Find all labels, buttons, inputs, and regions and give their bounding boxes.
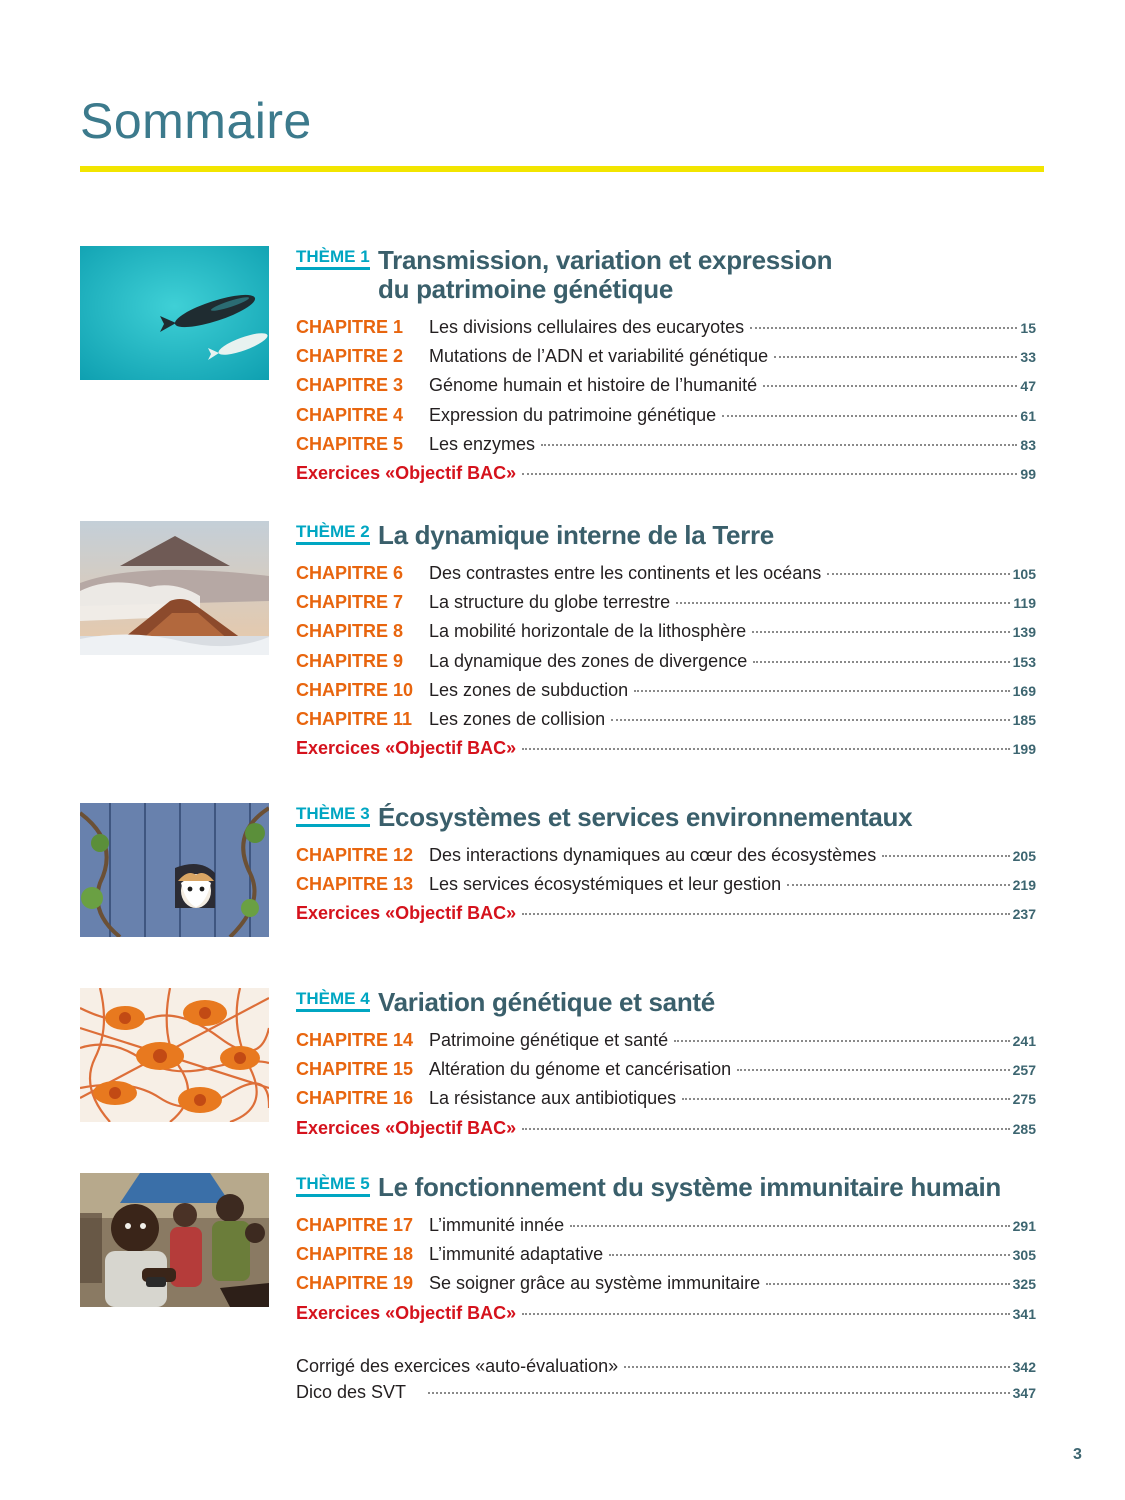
theme-2-label: THÈME 2	[296, 523, 370, 545]
chapter-row-14[interactable]	[296, 1026, 1036, 1055]
chapter-row-18[interactable]	[296, 1240, 1036, 1269]
dot-leader	[882, 855, 1009, 857]
title-rule	[80, 166, 1044, 172]
theme-1-title	[378, 246, 1036, 304]
whales-image	[80, 246, 269, 380]
chapter-label: CHAPITRE 9	[296, 650, 404, 671]
dot-leader	[522, 1313, 1010, 1315]
chapter-label: CHAPITRE 14	[296, 1030, 414, 1050]
page-number: 325	[1012, 1276, 1036, 1293]
chapter-label: CHAPITRE 18	[296, 1244, 414, 1265]
dot-leader	[774, 356, 1017, 358]
page-number: 237	[1012, 906, 1036, 923]
page-number: 199	[1012, 741, 1036, 758]
chapter-title: La structure du globe terrestre	[429, 592, 671, 613]
chapter-label: CHAPITRE 10	[296, 679, 414, 700]
chapter-row-16[interactable]	[296, 1084, 1036, 1113]
page-number: 83	[1020, 436, 1036, 453]
dot-leader	[522, 1128, 1010, 1130]
chapter-label: CHAPITRE 8	[296, 621, 404, 642]
chapter-row-2[interactable]	[296, 342, 1036, 371]
theme-1-label: THÈME 1	[296, 248, 370, 270]
chapter-row-8[interactable]	[296, 617, 1036, 646]
dot-leader	[682, 1098, 1009, 1100]
chapter-title: Les zones de collision	[429, 708, 606, 729]
exercises-row-theme-5[interactable]	[296, 1299, 1036, 1328]
exercises-row-theme-1[interactable]	[296, 459, 1036, 488]
dot-leader	[624, 1366, 1009, 1368]
theme-3-chapter-list	[296, 841, 1036, 929]
dot-leader	[609, 1254, 1010, 1256]
chapter-title: Des interactions dynamiques au cœur des écosystèmes	[429, 845, 877, 865]
chapter-label: CHAPITRE 5	[296, 433, 404, 454]
chapter-row-12[interactable]	[296, 841, 1036, 870]
chapter-row-11[interactable]	[296, 705, 1036, 734]
chapter-title: Des contrastes entre les continents et les océans	[429, 563, 822, 583]
chapter-label: CHAPITRE 1	[296, 317, 404, 337]
theme-1-image-whales	[80, 246, 269, 380]
dot-leader	[753, 661, 1009, 663]
chapter-label: CHAPITRE 16	[296, 1088, 414, 1109]
exercises-label: Exercices «Objectif BAC»	[296, 1302, 517, 1323]
page-number: 205	[1012, 848, 1036, 864]
theme-1-title-line-2: du patrimoine génétique	[378, 274, 674, 304]
chapter-title: Les divisions cellulaires des eucaryotes	[429, 317, 745, 337]
page-number: 61	[1020, 407, 1036, 424]
chapter-label: CHAPITRE 17	[296, 1215, 414, 1235]
chapter-row-17[interactable]	[296, 1211, 1036, 1240]
dot-leader	[634, 690, 1009, 692]
exercises-row-theme-3[interactable]	[296, 899, 1036, 928]
chapter-row-7[interactable]	[296, 588, 1036, 617]
theme-3-title	[378, 803, 1036, 832]
vaccination-image	[80, 1173, 269, 1307]
theme-5-title-line-1: Le fonctionnement du système immunitaire humain	[378, 1172, 1002, 1202]
theme-5-image-vaccination	[80, 1173, 269, 1307]
chapter-label: CHAPITRE 4	[296, 404, 404, 425]
theme-3-label: THÈME 3	[296, 805, 370, 827]
theme-4-chapter-list	[296, 1026, 1036, 1143]
theme-2-chapter-list	[296, 559, 1036, 763]
dot-leader	[737, 1069, 1009, 1071]
chapter-label: CHAPITRE 19	[296, 1273, 414, 1294]
page-number: 119	[1013, 595, 1036, 612]
chapter-title: Les services écosystémiques et leur gestion	[429, 874, 782, 895]
appendix-row-corrections[interactable]	[296, 1353, 1036, 1379]
volcano-image	[80, 521, 269, 655]
dot-leader	[611, 719, 1010, 721]
theme-2-title	[378, 521, 1036, 550]
cells-image	[80, 988, 269, 1122]
theme-3-image-owl	[80, 803, 269, 937]
chapter-title: L’immunité innée	[429, 1215, 565, 1235]
page-number: 341	[1012, 1305, 1036, 1322]
chapter-row-5[interactable]	[296, 430, 1036, 459]
theme-4-body	[296, 988, 1036, 1143]
dot-leader	[522, 913, 1010, 915]
theme-3-body	[296, 803, 1036, 929]
chapter-title: La résistance aux antibiotiques	[429, 1088, 677, 1109]
appendix-list	[296, 1353, 1036, 1405]
chapter-label: CHAPITRE 6	[296, 563, 404, 583]
page-number: 342	[1012, 1359, 1036, 1375]
page-number: 275	[1012, 1091, 1036, 1108]
appendix-row-dico[interactable]	[296, 1379, 1036, 1405]
theme-3-header	[296, 803, 1036, 832]
theme-1-header	[296, 246, 1036, 304]
exercises-label: Exercices «Objectif BAC»	[296, 903, 517, 924]
dot-leader	[522, 473, 1017, 475]
dot-leader	[428, 1392, 1010, 1394]
exercises-row-theme-2[interactable]	[296, 734, 1036, 763]
owl-image	[80, 803, 269, 937]
chapter-title: Mutations de l’ADN et variabilité génétique	[429, 346, 769, 367]
dot-leader	[766, 1283, 1009, 1285]
page-number: 153	[1012, 653, 1036, 670]
page-number: 305	[1012, 1247, 1036, 1264]
page-number: 105	[1012, 566, 1036, 582]
chapter-row-15[interactable]	[296, 1055, 1036, 1084]
chapter-label: CHAPITRE 3	[296, 375, 404, 396]
chapter-row-19[interactable]	[296, 1269, 1036, 1298]
dot-leader	[522, 748, 1010, 750]
chapter-label: CHAPITRE 2	[296, 346, 404, 367]
appendix-title: Corrigé des exercices «auto-évaluation»	[296, 1356, 619, 1376]
chapter-title: Les enzymes	[429, 433, 536, 454]
chapter-title: La mobilité horizontale de la lithosphère	[429, 621, 747, 642]
theme-2-body	[296, 521, 1036, 763]
page-number: 185	[1012, 711, 1036, 728]
chapter-label: CHAPITRE 15	[296, 1059, 414, 1080]
appendix-title: Dico des SVT	[296, 1382, 407, 1402]
theme-4-image-cells	[80, 988, 269, 1122]
chapter-row-10[interactable]	[296, 676, 1036, 705]
chapter-row-13[interactable]	[296, 870, 1036, 899]
dot-leader	[750, 327, 1017, 329]
chapter-row-9[interactable]	[296, 647, 1036, 676]
theme-5-header	[296, 1173, 1036, 1202]
page-number-footer: 3	[1073, 1446, 1082, 1463]
page-number: 169	[1012, 682, 1036, 699]
chapter-title: Altération du génome et cancérisation	[429, 1059, 732, 1080]
chapter-title: Se soigner grâce au système immunitaire	[429, 1273, 761, 1294]
page-title: Sommaire	[80, 93, 312, 149]
dot-leader	[787, 884, 1009, 886]
exercises-label: Exercices «Objectif BAC»	[296, 1117, 517, 1138]
exercises-row-theme-4[interactable]	[296, 1114, 1036, 1143]
chapter-title: La dynamique des zones de divergence	[429, 650, 748, 671]
chapter-row-4[interactable]	[296, 401, 1036, 430]
dot-leader	[827, 573, 1009, 575]
page-number: 291	[1012, 1218, 1036, 1234]
dot-leader	[763, 385, 1017, 387]
chapter-row-1[interactable]	[296, 313, 1036, 342]
theme-2-image-volcano	[80, 521, 269, 655]
page-number: 219	[1012, 877, 1036, 894]
theme-5-title	[378, 1173, 1036, 1202]
chapter-row-6[interactable]	[296, 559, 1036, 588]
theme-1-body	[296, 246, 1036, 488]
theme-4-header	[296, 988, 1036, 1017]
chapter-title: Expression du patrimoine génétique	[429, 404, 717, 425]
dot-leader	[722, 415, 1017, 417]
chapter-title: L’immunité adaptative	[429, 1244, 604, 1265]
exercises-label: Exercices «Objectif BAC»	[296, 462, 517, 483]
theme-2-header	[296, 521, 1036, 550]
dot-leader	[674, 1040, 1009, 1042]
page-number: 99	[1020, 465, 1036, 482]
chapter-label: CHAPITRE 12	[296, 845, 414, 865]
page-number: 15	[1020, 320, 1036, 336]
chapter-title: Patrimoine génétique et santé	[429, 1030, 669, 1050]
dot-leader	[676, 602, 1010, 604]
dot-leader	[752, 631, 1009, 633]
dot-leader	[541, 444, 1017, 446]
theme-5-label: THÈME 5	[296, 1175, 370, 1197]
exercises-label: Exercices «Objectif BAC»	[296, 738, 517, 759]
page-number: 285	[1012, 1120, 1036, 1137]
page-number: 241	[1012, 1033, 1036, 1049]
theme-4-title	[378, 988, 1036, 1017]
dot-leader	[570, 1225, 1010, 1227]
chapter-row-3[interactable]	[296, 371, 1036, 400]
page-number: 33	[1020, 349, 1036, 366]
theme-4-label: THÈME 4	[296, 990, 370, 1012]
chapter-label: CHAPITRE 13	[296, 874, 414, 895]
page-number: 139	[1012, 624, 1036, 641]
chapter-title: Les zones de subduction	[429, 679, 629, 700]
theme-5-body	[296, 1173, 1036, 1328]
page-number: 347	[1012, 1385, 1036, 1401]
theme-1-title-line-1: Transmission, variation et expression	[378, 245, 833, 275]
theme-1-chapter-list	[296, 313, 1036, 488]
chapter-title: Génome humain et histoire de l’humanité	[429, 375, 758, 396]
chapter-label: CHAPITRE 7	[296, 592, 404, 613]
theme-5-chapter-list	[296, 1211, 1036, 1328]
chapter-label: CHAPITRE 11	[296, 708, 413, 729]
theme-2-title-line-1: La dynamique interne de la Terre	[378, 520, 774, 550]
theme-3-title-line-1: Écosystèmes et services environnementaux	[378, 802, 913, 832]
page-number: 257	[1012, 1062, 1036, 1079]
theme-4-title-line-1: Variation génétique et santé	[378, 987, 715, 1017]
page-number: 47	[1020, 378, 1036, 395]
